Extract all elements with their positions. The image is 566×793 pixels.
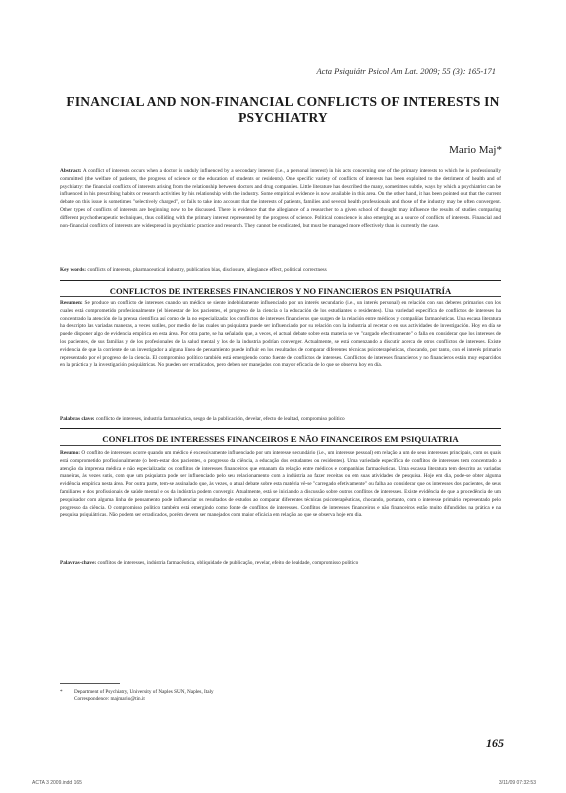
page-number: 165 <box>486 736 504 750</box>
keywords-english <box>60 267 501 275</box>
abstract-text: A conflict of interests occurs when a doctor is unduly influenced by a secondary interest (i.e., a personal interest) in his acts concerning one of the primary interests to which he is professionally committed (the welfare of patients, the progress of science or the education of students or residents). One specific variety of conflicts of interests has been exploited to the detriment of health and of psychiatry: the financial conflicts of interests arising from the relationship between doctors and drug companies. Little literature has described the many, sometimes subtle, ways by which a psychiatrist can be influenced in his prescribing habits or research activities by his relationship with the industry. Some empirical evidence is now available in this area. On the other hand, it has been pointed out that the current debate on this issue is sometimes "selectively charged", or fails to take into account that the interests of patients, families and several health professionals and those of the industry may be often convergent. Other types of conflicts of interests are beginning now to be discussed. There is evidence that the allegiance of a researcher to a given school of thought may influence the results of studies comparing different psychotherapeutic techniques, thus colliding with the primary interest represented by the progress of science. Political conscience is also emerging as a source of conflicts of interests. Financial and non-financial conflicts of interests are widespread in psychiatric practice and research. They cannot be eradicated, but must be managed more effectively than is currently the case. <box>60 168 501 229</box>
abstract-spanish <box>60 300 501 370</box>
resumen-label: Resumen: <box>60 300 83 306</box>
palabras-clave-label: Palabras clave: <box>60 416 95 422</box>
keywords-label: Key words: <box>60 267 87 273</box>
print-slug-date: 3/11/09 07:32:53 <box>498 780 536 786</box>
print-slug-file: ACTA 3 2009.indd 165 <box>32 780 82 786</box>
author-name: Mario Maj* <box>449 144 502 156</box>
resumo-text: O conflito de interesses ocorre quando um médico é excessivamente influenciado por um interesse secundário (i.e., um interesse pessoal) em relação a um de seus interesses principais, com os quais está comprometido profissionalmente (o bem-estar dos pacientes, o progresso da ciência, a educação dos estudantes ou residentes). Uma variedade específica de conflitos de interesses tem concentrado a atenção da imprensa médica e não especializada: os conflitos de interesses financeiros que emanam da relação entre médicos e companhias farmacêuticas. Uma escassa literatura tem descrito as variadas maneiras, às vezes sutis, com que um psiquiatra pode ser influenciado pelo seu relacionamento com a indústria ao fazer receitas ou em suas atividades de pesquisa. Hoje em dia, pode-se obter alguma evidência empírica nesta área. Por outra parte, tem-se assinalado que, às vezes, o atual debate sobre esta matéria vê-se "carregado efetivamente" ou falha ao considerar que os interesses dos pacientes, de seus familiares e dos profissionais de saúde mental e os da indústria podem convergir. Atualmente, está se iniciando a discussão sobre outros conflitos de interesses. Existe evidência de que a procedência de um pesquisador com alguma linha de pensamento pode influenciar os resultados de estudos ao comparar diferentes técnicas psicoterapêuticas, chocando, portanto, com o interesse primário representado pelo progresso da ciência. O compromisso político também está emergindo como fonte de conflitos de interesses. Conflitos de interesses financeiros e não financeiros estão muito difundidos na prática e na pesquisa psiquiátricas. Não podem ser erradicados, porém devem ser manejados com maior eficácia em relação ao que se observa hoje em dia. <box>60 450 501 519</box>
spanish-section-heading: CONFLICTOS DE INTERESES FINANCIEROS Y NO FINANCIEROS EN PSIQUIATRÍA <box>60 280 501 299</box>
abstract-label: Abstract: <box>60 168 82 174</box>
section-divider <box>60 445 501 446</box>
resumen-text: Se produce un conflicto de intereses cuando un médico se siente indebidamente influenciado por un interés secundario (i.e., un interés personal) en relación con sus deberes primarios con los cuales está comprometido profesionalmente (el bienestar de los pacientes, el progreso de la ciencia o la educación de los estudiantes o residentes). Una variedad específica de conflictos de intereses ha concentrado la atención de la prensa científica así como de la no especializada: los conflictos de intereses financieros que surgen de la relación entre médicos y compañías farmacéuticas. Una escasa literatura ha descripto las variadas maneras, a veces sutiles, por medio de las cuales un psiquiatra puede ser influenciado por su relación con la industria al recetar o en sus actividades de investigación. Hoy en día se puede disponer algo de evidencia empírica en esta área. Por otra parte, se ha señalado que, a veces, el actual debate sobre esta materia se ve "cargado efectivamente" o falla en considerar que los intereses de los pacientes, de sus familias y de los profesionales de la salud mental y los de la industria podrían converger. Actualmente, se está comenzando a discutir acerca de otros conflictos de intereses. Existe evidencia de que la corriente de un investigador a alguna línea de pensamiento puede influir en los resultados de comparar diferentes técnicas psicoterapéuticas, chocando, por tanto, con el interés primario representado por el progreso de la ciencia. El compromiso político también está emergiendo como fuente de conflictos de intereses. Conflictos de intereses financieros y no financieros están muy esparcidos en la práctica y la investigación psiquiátricas. No pueden ser erradicados, pero deben ser manejados con mayor eficacia de lo que se observa hoy en día. <box>60 300 501 369</box>
article-title: FINANCIAL AND NON-FINANCIAL CONFLICTS OF INTERESTS IN PSYCHIATRY <box>66 94 500 125</box>
palabras-clave-text: conflicto de intereses, industria farmacéutica, sesgo de la publicación, develar, efecto de lealtad, compromiso político <box>95 416 345 422</box>
resumo-label: Resumo: <box>60 450 81 456</box>
footnote-mark: * <box>60 689 63 695</box>
section-divider <box>60 296 501 297</box>
footnote-correspondence: Correspondence: majmario@tin.it <box>74 696 145 703</box>
keywords-text: conflicts of interests, pharmaceutical industry, publication bias, disclosure, allegiance effect, political correctness <box>87 267 327 273</box>
keywords-spanish <box>60 416 501 424</box>
keywords-portuguese <box>60 560 501 568</box>
footnote-affiliation: Department of Psychiatry, University of Naples SUN, Naples, Italy <box>74 689 214 695</box>
abstract-portuguese <box>60 450 501 520</box>
portuguese-section-heading: CONFLITOS DE INTERESSES FINANCEIROS E NÃO FINANCEIROS EM PSIQUIATRIA <box>60 428 501 447</box>
palavras-chave-text: conflitos de interesses, indústria farmacêutica, obliquidade de publicação, revelar, efeito de lealdade, compromisso político <box>97 560 359 566</box>
palavras-chave-label: Palavras-chave: <box>60 560 97 566</box>
abstract-english <box>60 168 501 230</box>
journal-citation: Acta Psiquiátr Psicol Am Lat. 2009; 55 (3): 165-171 <box>316 66 496 76</box>
footnote-rule <box>60 683 120 684</box>
footnote <box>60 689 214 703</box>
